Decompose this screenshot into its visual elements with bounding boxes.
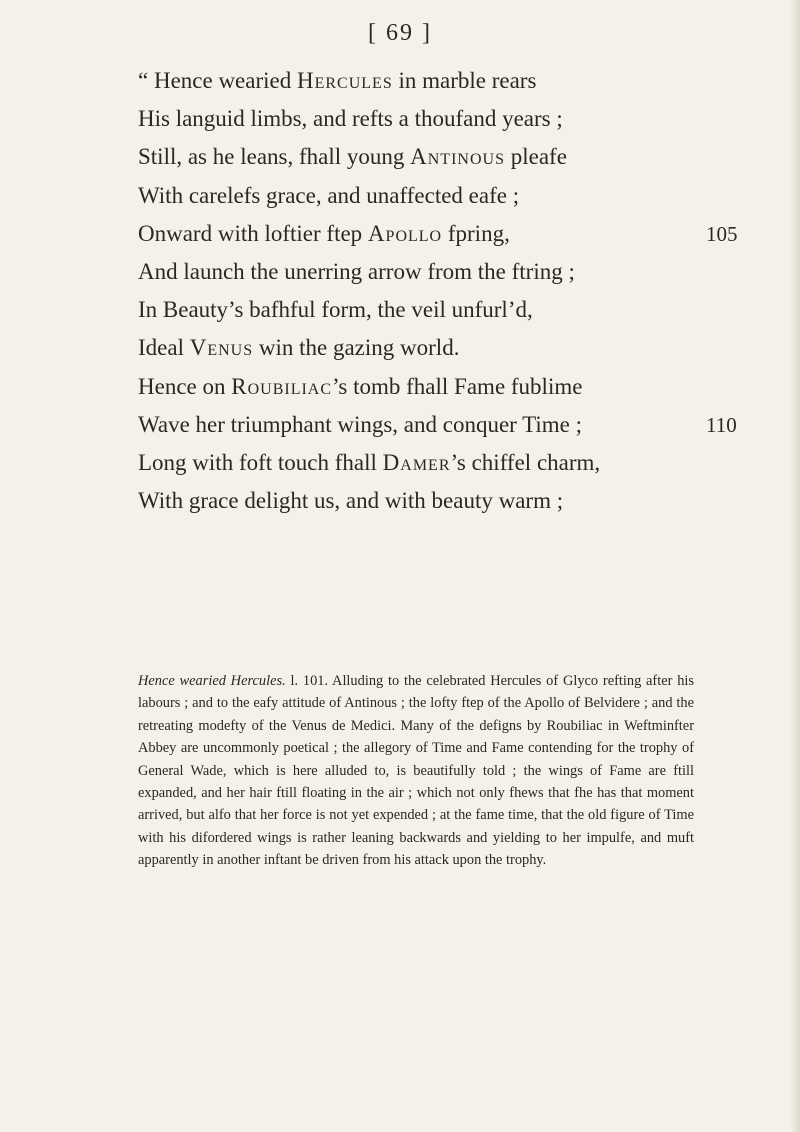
name-apollo: Apollo [367, 220, 443, 246]
poem-line: With grace delight us, and with beauty warm ; [138, 488, 564, 514]
page-edge [790, 0, 800, 1132]
line-number: 105 [706, 221, 738, 246]
poem-line: In Beauty’s bafhful form, the veil unfurl’d, [138, 297, 533, 323]
name-damer: Damer [382, 449, 451, 475]
poem-line: His languid limbs, and refts a thoufand years ; [138, 106, 563, 132]
name-venus: Venus [189, 335, 254, 361]
poem-line: Long with foft touch fhall Damer’s chiffel charm, [138, 449, 601, 475]
poem-line: Ideal Venus win the gazing world. [138, 335, 460, 361]
name-roubiliac: Roubiliac [231, 373, 333, 399]
poem-line: Wave her triumphant wings, and conquer Time ; 110 [138, 406, 778, 444]
poem-line: Onward with loftier ftep Apollo fpring, 105 [138, 215, 778, 253]
poem-line: With carelefs grace, and unaffected eafe ; [138, 182, 520, 208]
poem-line: Hence on Roubiliac’s tomb fhall Fame fublime [138, 373, 583, 399]
footnote [138, 670, 694, 872]
poem-line: Still, as he leans, fhall young Antinous pleafe [138, 144, 567, 170]
name-hercules: Hercules [296, 68, 393, 93]
footnote-lead: Hence wearied Hercules. [138, 673, 286, 689]
line-number: 110 [706, 412, 737, 437]
name-antinous: Antinous [410, 144, 505, 170]
poem [138, 62, 778, 520]
poem-line: “ Hence wearied Hercules in marble rears [138, 68, 537, 93]
poem-line: And launch the unerring arrow from the ftring ; [138, 258, 575, 284]
page-number: [ 69 ] [368, 20, 432, 46]
footnote-body: l. 101. Alluding to the celebrated Hercules of Glyco refting after his labours ; and to the eafy attitude of Antinous ; the lofty ftep of the Apollo of Belvidere ; and the retreating modefty of the Venus de Medici. Many of the defigns by Roubiliac in Weftminfter Abbey are uncommonly poetical ; the allegory of Time and Fame contending for the trophy of General Wade, which is here alluded to, is beautifully told ; the wings of Fame are ftill expanded, and her hair ftill floating in the air ; which not only fhews that fhe has that moment arrived, but alfo that her force is not yet expended ; at the fame time, that the old figure of Time with his difordered wings is rather leaning backwards and yielding to her impulfe, and muft apparently in another inftant be driven from his attack upon the trophy. [138, 673, 694, 869]
